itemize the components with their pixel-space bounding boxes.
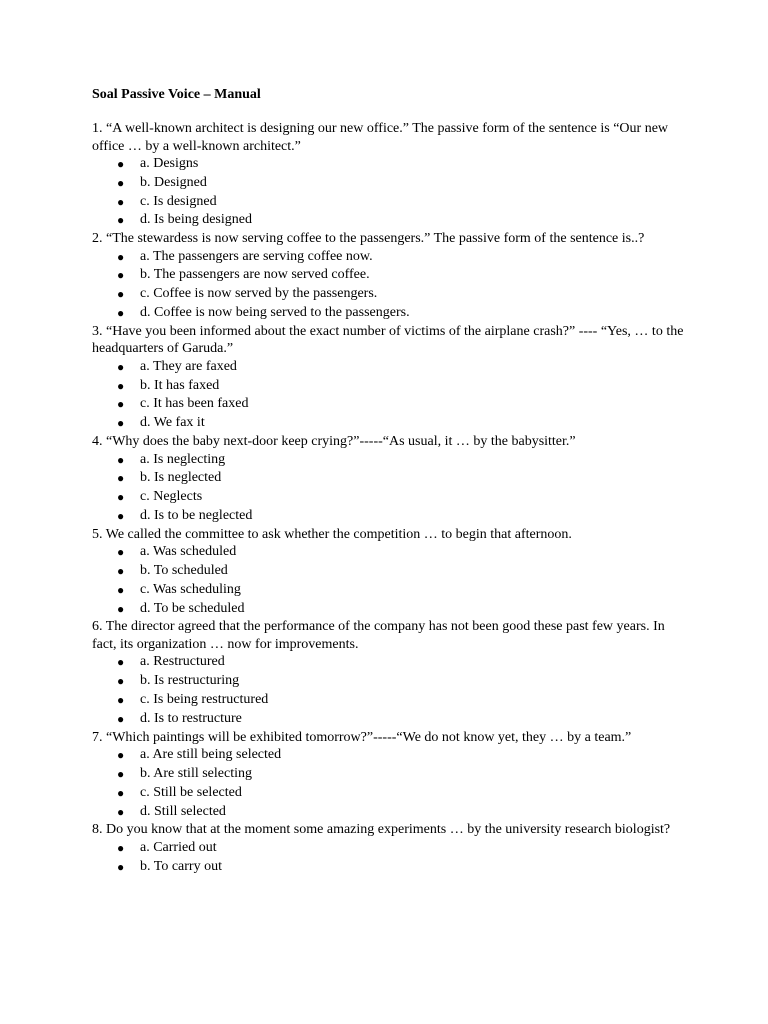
question-text: 7. “Which paintings will be exhibited tomorrow?”-----“We do not know yet, they … by a team.” — [92, 729, 632, 745]
bullet-icon: ● — [117, 508, 125, 523]
bullet-icon: ● — [117, 582, 125, 597]
answer-options — [92, 839, 692, 877]
answer-option — [92, 248, 692, 267]
answer-option-text: b. Is neglected — [140, 470, 222, 486]
answer-option-text: d. Is to restructure — [140, 710, 242, 726]
answer-option — [92, 304, 692, 323]
answer-option-text: b. Designed — [140, 174, 207, 190]
answer-option — [92, 600, 692, 619]
answer-option — [92, 543, 692, 562]
answer-options — [92, 451, 692, 526]
answer-option — [92, 174, 692, 193]
bullet-icon: ● — [117, 359, 125, 374]
question-text: 4. “Why does the baby next-door keep crying?”-----“As usual, it … by the babysitter.” — [92, 434, 576, 450]
answer-option-text: a. The passengers are serving coffee now. — [140, 248, 373, 264]
bullet-icon: ● — [117, 471, 125, 486]
answer-option-text: d. To be scheduled — [140, 600, 245, 616]
bullet-icon: ● — [117, 249, 125, 264]
question-text: 5. We called the committee to ask whether the competition … to begin that afternoon. — [92, 526, 572, 542]
bullet-icon: ● — [117, 157, 125, 171]
bullet-icon: ● — [117, 601, 125, 616]
bullet-icon: ● — [117, 693, 125, 708]
question-text: 3. “Have you been informed about the exact number of victims of the airplane crash?” ---- “Yes, … to the headquarters of Garuda.” — [92, 323, 684, 357]
answer-option — [92, 858, 692, 877]
answer-option-text: a. Is neglecting — [140, 451, 226, 467]
answer-option — [92, 414, 692, 433]
answer-options — [92, 746, 692, 821]
answer-option — [92, 784, 692, 803]
document-title: Soal Passive Voice – Manual — [92, 87, 261, 102]
answer-option-text: b. To scheduled — [140, 563, 228, 579]
answer-option — [92, 358, 692, 377]
answer-option-text: c. Neglects — [140, 489, 203, 505]
answer-options — [92, 358, 692, 433]
answer-option-text: c. Is designed — [140, 193, 217, 209]
bullet-icon: ● — [117, 545, 125, 560]
answer-option — [92, 377, 692, 396]
answer-option-text: b. It has faxed — [140, 377, 220, 393]
answer-option — [92, 469, 692, 488]
bullet-icon: ● — [117, 194, 125, 209]
question-text: 8. Do you know that at the moment some amazing experiments … by the university research biologist? — [92, 822, 671, 838]
question-5 — [92, 526, 692, 619]
answer-option — [92, 746, 692, 765]
answer-option — [92, 672, 692, 691]
question-text: 6. The director agreed that the performance of the company has not been good these past few years. In fact, its organization … now for improvements. — [92, 619, 665, 652]
answer-option-text: b. Are still selecting — [140, 765, 252, 781]
answer-option — [92, 285, 692, 304]
answer-options — [92, 653, 692, 728]
bullet-icon: ● — [117, 213, 125, 228]
bullet-icon: ● — [117, 287, 125, 302]
question-text: 2. “The stewardess is now serving coffee to the passengers.” The passive form of the sentence is..? — [92, 231, 645, 247]
answer-option — [92, 803, 692, 822]
answer-option-text: a. Are still being selected — [140, 747, 282, 763]
answer-option-text: b. Is restructuring — [140, 673, 240, 689]
bullet-icon: ● — [117, 268, 125, 283]
bullet-icon: ● — [117, 859, 125, 874]
bullet-icon: ● — [117, 748, 125, 763]
answer-option-text: c. Coffee is now served by the passengers. — [140, 286, 378, 302]
bullet-icon: ● — [117, 840, 125, 855]
question-1 — [92, 120, 692, 230]
answer-option-text: d. We fax it — [140, 415, 205, 431]
answer-option — [92, 488, 692, 507]
answer-option — [92, 710, 692, 729]
question-6 — [92, 618, 692, 728]
answer-option — [92, 581, 692, 600]
answer-option-text: b. The passengers are now served coffee. — [140, 267, 370, 283]
bullet-icon: ● — [117, 674, 125, 689]
answer-option — [92, 211, 692, 230]
answer-option-text: d. Is being designed — [140, 212, 252, 228]
answer-option-text: d. Still selected — [140, 803, 226, 819]
answer-option-text: a. Designs — [140, 156, 199, 171]
answer-option — [92, 562, 692, 581]
answer-option — [92, 839, 692, 858]
answer-option — [92, 691, 692, 710]
bullet-icon: ● — [117, 766, 125, 781]
bullet-icon: ● — [117, 306, 125, 321]
answer-option — [92, 653, 692, 672]
answer-option-text: a. Carried out — [140, 839, 217, 855]
question-8 — [92, 821, 692, 876]
answer-option — [92, 155, 692, 174]
answer-option-text: c. Is being restructured — [140, 692, 269, 708]
bullet-icon: ● — [117, 452, 125, 467]
question-3 — [92, 323, 692, 433]
bullet-icon: ● — [117, 711, 125, 726]
answer-option-text: b. To carry out — [140, 858, 222, 874]
bullet-icon: ● — [117, 785, 125, 800]
answer-option — [92, 193, 692, 212]
answer-option-text: a. Restructured — [140, 654, 225, 670]
question-2 — [92, 230, 692, 323]
bullet-icon: ● — [117, 397, 125, 412]
answer-options — [92, 543, 692, 618]
bullet-icon: ● — [117, 655, 125, 670]
answer-options — [92, 248, 692, 323]
bullet-icon: ● — [117, 175, 125, 190]
answer-option-text: a. Was scheduled — [140, 544, 237, 560]
answer-option — [92, 395, 692, 414]
question-text: 1. “A well-known architect is designing our new office.” The passive form of the sentence is “Our new office … by a well-known architect.” — [92, 121, 669, 154]
answer-option — [92, 451, 692, 470]
question-4 — [92, 433, 692, 526]
answer-option-text: c. Still be selected — [140, 784, 242, 800]
bullet-icon: ● — [117, 804, 125, 819]
bullet-icon: ● — [117, 564, 125, 579]
question-7 — [92, 729, 692, 822]
answer-option-text: d. Coffee is now being served to the passengers. — [140, 305, 410, 321]
bullet-icon: ● — [117, 416, 125, 431]
bullet-icon: ● — [117, 378, 125, 393]
answer-option-text: c. Was scheduling — [140, 581, 241, 597]
answer-option — [92, 266, 692, 285]
answer-options — [92, 155, 692, 230]
answer-option — [92, 507, 692, 526]
answer-option-text: c. It has been faxed — [140, 396, 249, 412]
question-list — [92, 120, 692, 876]
document-page — [92, 86, 692, 876]
answer-option-text: d. Is to be neglected — [140, 507, 253, 523]
answer-option-text: a. They are faxed — [140, 358, 237, 374]
answer-option — [92, 765, 692, 784]
bullet-icon: ● — [117, 490, 125, 505]
